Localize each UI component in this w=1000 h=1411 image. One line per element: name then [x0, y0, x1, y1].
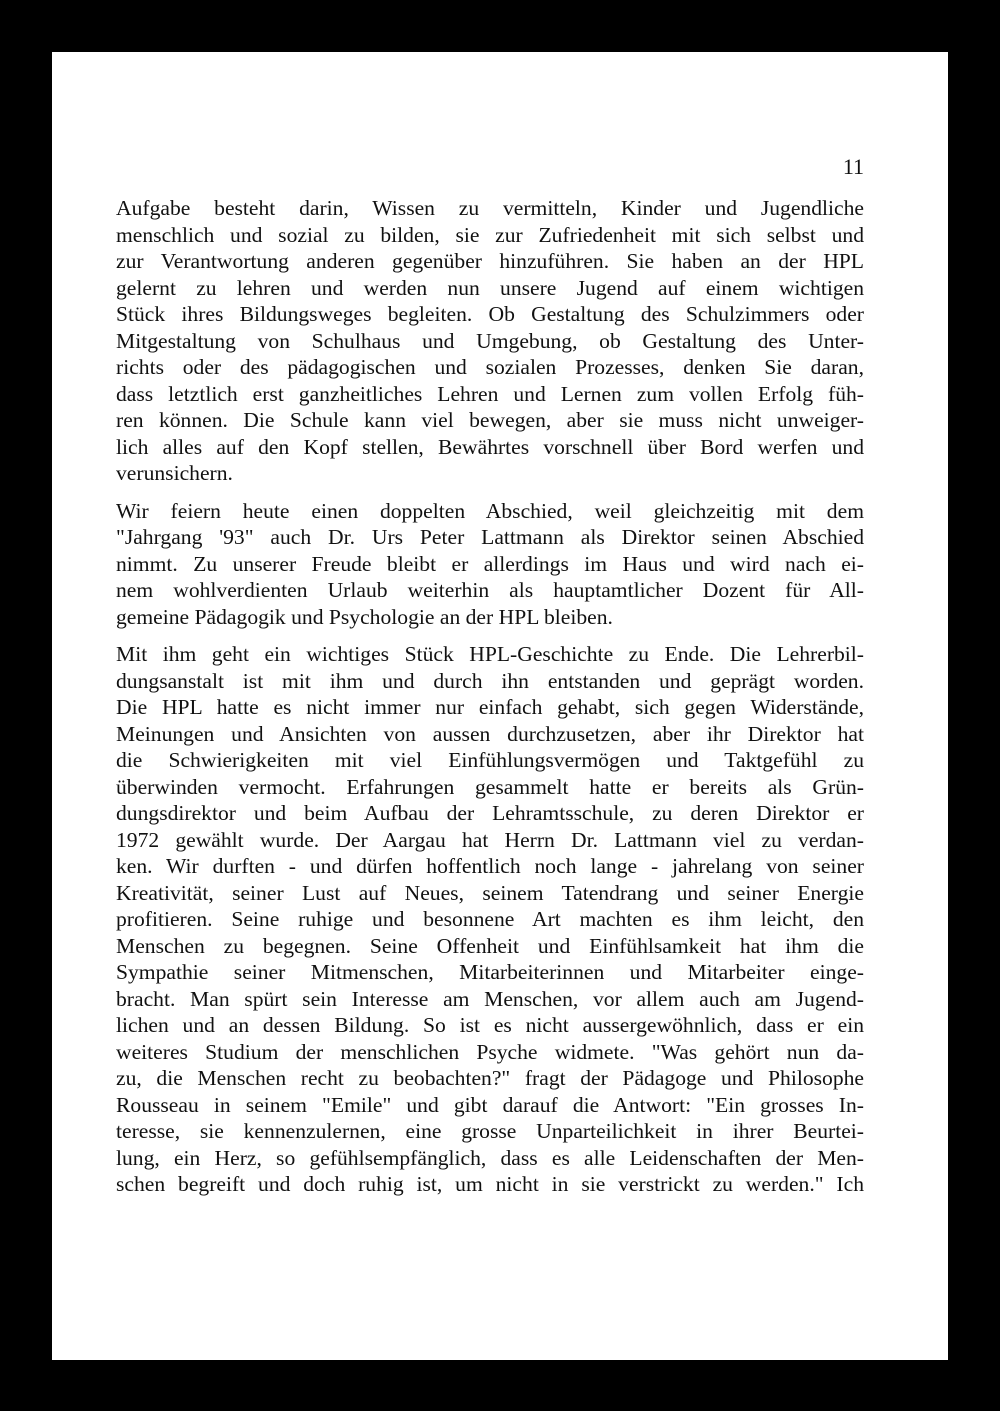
text-line: Die HPL hatte es nicht immer nur einfach gehabt, sich gegen Widerstände, — [116, 695, 864, 719]
text-line: richts oder des pädagogischen und sozialen Prozesses, denken Sie daran, — [116, 355, 864, 379]
text-line: menschlich und sozial zu bilden, sie zur Zufriedenheit mit sich selbst und — [116, 222, 864, 247]
text-line: lung, ein Herz, so gefühlsempfänglich, dass es alle Leidenschaften der Men- — [116, 1145, 864, 1170]
text-line: schen begreift und doch ruhig ist, um nicht in sie verstrickt zu werden." Ich — [116, 1172, 864, 1196]
text-line: "Jahrgang '93" auch Dr. Urs Peter Lattmann als Direktor seinen Abschied — [116, 525, 864, 549]
text-line: Meinungen und Ansichten von aussen durchzusetzen, aber ihr Direktor hat — [116, 721, 864, 746]
text-line: Stück ihres Bildungsweges begleiten. Ob Gestaltung des Schulzimmers oder — [116, 302, 864, 326]
document-page — [52, 52, 948, 1360]
text-line: ken. Wir durften - und dürfen hoffentlich noch lange - jahrelang von seiner — [116, 854, 864, 878]
text-line: Rousseau in seinem "Emile" und gibt darauf die Antwort: "Ein grosses In- — [116, 1092, 864, 1117]
text-line: gemeine Pädagogik und Psychologie an der HPL bleiben. — [116, 604, 613, 629]
text-line: 1972 gewählt wurde. Der Aargau hat Herrn Dr. Lattmann viel zu verdan- — [116, 827, 864, 852]
text-line: dass letztlich erst ganzheitliches Lehren und Lernen zum vollen Erfolg füh- — [116, 381, 864, 406]
text-line: zu, die Menschen recht zu beobachten?" fragt der Pädagoge und Philosophe — [116, 1066, 864, 1090]
text-line: die Schwierigkeiten mit viel Einfühlungsvermögen und Taktgefühl zu — [116, 748, 864, 772]
text-line: teresse, sie kennenzulernen, eine grosse Unparteilichkeit in ihrer Beurtei- — [116, 1119, 864, 1143]
body-text — [116, 195, 864, 1198]
paragraph — [116, 498, 864, 631]
text-line: lichen und an dessen Bildung. So ist es nicht aussergewöhnlich, dass er ein — [116, 1013, 864, 1037]
text-line: gelernt zu lehren und werden nun unsere Jugend auf einem wichtigen — [116, 275, 864, 300]
text-line: Aufgabe besteht darin, Wissen zu vermitteln, Kinder und Jugendliche — [116, 196, 864, 220]
text-line: bracht. Man spürt sein Interesse am Menschen, vor allem auch am Jugend- — [116, 986, 864, 1011]
text-line: Wir feiern heute einen doppelten Abschied, weil gleichzeitig mit dem — [116, 498, 864, 523]
text-line: überwinden vermocht. Erfahrungen gesammelt hatte er bereits als Grün- — [116, 774, 864, 799]
text-line: Sympathie seiner Mitmenschen, Mitarbeiterinnen und Mitarbeiter einge- — [116, 960, 864, 984]
text-line: dungsanstalt ist mit ihm und durch ihn entstanden und geprägt worden. — [116, 668, 864, 693]
text-line: profitieren. Seine ruhige und besonnene Art machten es ihm leicht, den — [116, 907, 864, 931]
text-line: nimmt. Zu unserer Freude bleibt er allerdings im Haus und wird nach ei- — [116, 551, 864, 576]
paragraph — [116, 641, 864, 1198]
text-line: Mit ihm geht ein wichtiges Stück HPL-Geschichte zu Ende. Die Lehrerbil- — [116, 642, 864, 666]
text-line: zur Verantwortung anderen gegenüber hinzuführen. Sie haben an der HPL — [116, 249, 864, 273]
page-number: 11 — [842, 154, 864, 179]
text-line: Menschen zu begegnen. Seine Offenheit und Einfühlsamkeit hat ihm die — [116, 933, 864, 958]
text-line: lich alles auf den Kopf stellen, Bewährtes vorschnell über Bord werfen und — [116, 434, 864, 459]
text-line: dungsdirektor und beim Aufbau der Lehramtsschule, zu deren Direktor er — [116, 801, 864, 825]
paragraph — [116, 195, 864, 487]
text-line: Kreativität, seiner Lust auf Neues, seinem Tatendrang und seiner Energie — [116, 880, 864, 905]
text-line: verunsichern. — [116, 461, 233, 485]
text-line: Mitgestaltung von Schulhaus und Umgebung, ob Gestaltung des Unter- — [116, 328, 864, 353]
text-line: ren können. Die Schule kann viel bewegen, aber sie muss nicht unweiger- — [116, 408, 864, 432]
text-line: nem wohlverdienten Urlaub weiterhin als hauptamtlicher Dozent für All- — [116, 578, 864, 602]
text-line: weiteres Studium der menschlichen Psyche widmete. "Was gehört nun da- — [116, 1039, 864, 1064]
